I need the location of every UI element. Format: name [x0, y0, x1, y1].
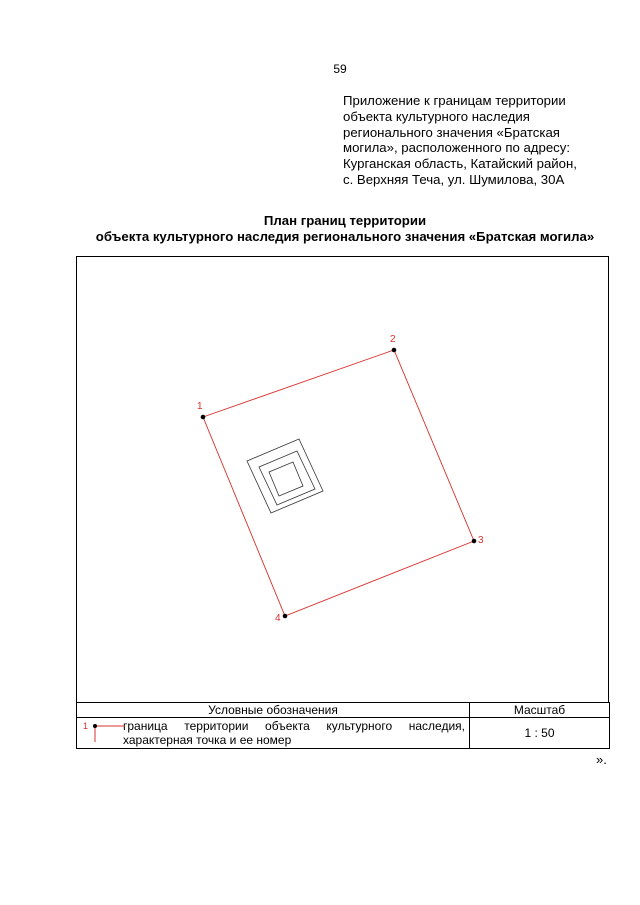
legend-header-row: [77, 703, 610, 718]
scale-header: Масштаб: [470, 703, 610, 718]
legend-symbol: [81, 720, 125, 746]
plan-title-line: План границ территории: [263, 213, 427, 228]
appendix-line: могила», расположенного по адресу:: [343, 140, 571, 156]
legend-point-marker: [93, 724, 97, 728]
monument-middle-outline: [259, 451, 315, 505]
appendix-line: регионального значения «Братская: [343, 124, 560, 140]
plan-drawing: [77, 257, 610, 704]
legend-symbol-number: 1: [83, 721, 89, 731]
legend-header: Условные обозначения: [77, 703, 470, 718]
appendix-line: объекта культурного наследия: [343, 108, 530, 124]
page-number: 59: [333, 62, 347, 76]
legend-description: граница территории объекта культурного наследия, характерная точка и ее номер: [123, 719, 465, 747]
scale-value: 1 : 50: [470, 718, 610, 749]
plan-title-line: объекта культурного наследия регионального значения «Братская могила»: [95, 229, 595, 244]
point-label-2: 2: [390, 334, 396, 345]
point-label-1: 1: [197, 401, 203, 412]
point-label-3: 3: [478, 535, 484, 546]
boundary-point-3: [472, 539, 477, 544]
boundary-point-2: [392, 348, 397, 353]
appendix-note: [343, 93, 623, 188]
boundary-point-4: [283, 614, 288, 619]
appendix-line: с. Верхняя Теча, ул. Шумилова, 30А: [343, 171, 565, 187]
closing-quote: ».: [596, 752, 607, 767]
point-label-4: 4: [275, 613, 281, 624]
plan-drawing-frame: [76, 256, 609, 703]
legend-row: [77, 718, 610, 749]
appendix-line: Приложение к границам территории: [343, 93, 566, 108]
legend-table: [76, 702, 610, 749]
appendix-line: Курганская область, Катайский район,: [343, 156, 577, 172]
territory-boundary: [203, 350, 474, 616]
legend-entry: [77, 718, 470, 749]
monument-inner-outline: [269, 462, 303, 496]
boundary-point-1: [201, 415, 206, 420]
plan-title: [60, 213, 630, 245]
